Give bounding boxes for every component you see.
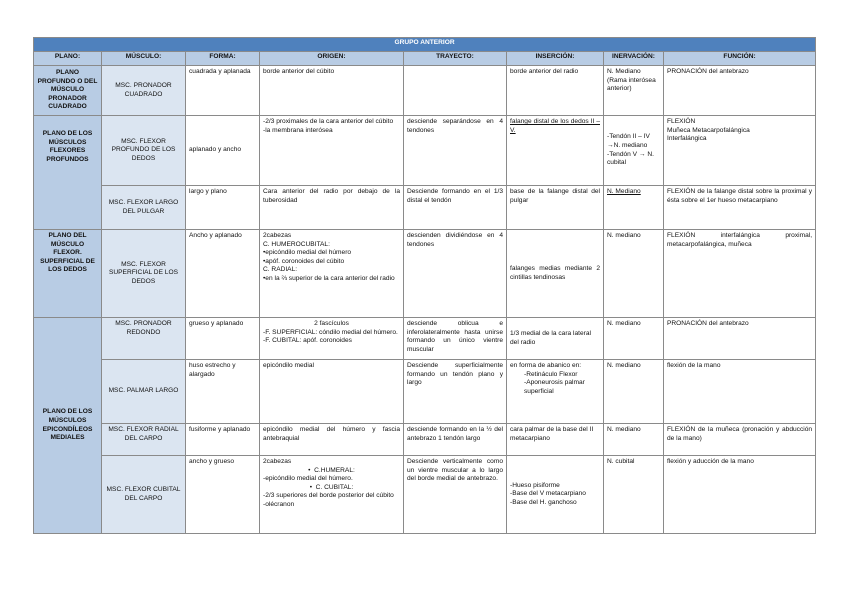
- table-row: [34, 360, 816, 424]
- funcion-cell: FLEXIÓN de la falange distal sobre la proximal y ésta sobre el 1er hueso metacarpiano: [664, 186, 816, 230]
- origen-line: •epicóndilo medial del húmero: [263, 249, 352, 257]
- origen-cell: Cara anterior del radio por debajo de la tuberosidad: [260, 186, 404, 230]
- funcion-cell: PRONACIÓN del antebrazo: [664, 66, 816, 116]
- insercion-cell: cara palmar de la base del II metacarpiano: [507, 424, 604, 456]
- origen-line: -F. SUPERFICIAL: cóndilo medial del húmero.: [263, 328, 398, 336]
- inervacion-cell: N. mediano: [604, 318, 664, 360]
- insercion-cell: borde anterior del radio: [507, 66, 604, 116]
- funcion-cell: FLEXIÓN de la muñeca (pronación y abducción de la mano): [664, 424, 816, 456]
- inervacion-line: -Tendón II – IV →N. mediano: [607, 133, 650, 149]
- plano-cell: PLANO DEL MÚSCULO FLEXOR. SUPERFICIAL DE LOS DEDOS: [34, 230, 102, 318]
- origen-line: C. RADIAL:: [263, 266, 298, 274]
- funcion-cell: flexión y aducción de la mano: [664, 456, 816, 534]
- forma-cell: grueso y aplanado: [186, 318, 260, 360]
- insercion-line: -Base del V metacarpiano: [510, 490, 586, 498]
- plano-cell: PLANO DE LOS MÚSCULOS FLEXORES PROFUNDOS: [34, 116, 102, 230]
- insercion-line: -Base del H. ganchoso: [510, 498, 577, 506]
- plano-cell: PLANO DE LOS MÚSCULOS EPICONDÍLEOS MEDIALES: [34, 318, 102, 534]
- inervacion-cell: N. Mediano: [604, 186, 664, 230]
- musculo-cell: MSC. FLEXOR CUBITAL DEL CARPO: [102, 456, 186, 534]
- insercion-cell: 1/3 medial de la cara lateral del radio: [507, 318, 604, 360]
- insercion-line: -Hueso pisiforme: [510, 481, 560, 489]
- inervacion-cell: N. cubital: [604, 456, 664, 534]
- musculo-cell: MSC. FLEXOR SUPERFICIAL DE LOS DEDOS: [102, 230, 186, 318]
- trayecto-cell: descienden dividiéndose en 4 tendones: [404, 230, 507, 318]
- forma-cell: cuadrada y aplanada: [186, 66, 260, 116]
- forma-cell: ancho y grueso: [186, 456, 260, 534]
- insercion-cell: base de la falange distal del pulgar: [507, 186, 604, 230]
- origen-line: -F. CUBITAL: apóf. coronoides: [263, 337, 352, 345]
- insercion-cell: falange distal de los dedos II – V.: [507, 116, 604, 186]
- musculo-cell: MSC. FLEXOR RADIAL DEL CARPO: [102, 424, 186, 456]
- origen-text: C.HUMERAL:: [314, 466, 355, 474]
- origen-cell: epicóndilo medial: [260, 360, 404, 424]
- table-row: [34, 318, 816, 360]
- musculo-cell: MSC. PRONADOR CUADRADO: [102, 66, 186, 116]
- inervacion-cell: N. mediano: [604, 230, 664, 318]
- trayecto-cell: desciende separándose en 4 tendones: [404, 116, 507, 186]
- origen-line: • C.HUMERAL:: [308, 466, 355, 474]
- origen-line: -olécranon: [263, 500, 295, 508]
- origen-line: -la membrana interósea: [263, 126, 333, 134]
- table-row: [34, 66, 816, 116]
- table-row: [34, 456, 816, 534]
- table-row: [34, 230, 816, 318]
- inervacion-cell: [604, 116, 664, 186]
- origen-cell: [260, 318, 404, 360]
- origen-cell: [260, 116, 404, 186]
- insercion-cell: falanges medias mediante 2 cintillas tendinosas: [507, 230, 604, 318]
- forma-cell: largo y plano: [186, 186, 260, 230]
- forma-cell: aplanado y ancho: [186, 116, 260, 186]
- inervacion-cell: N. mediano: [604, 424, 664, 456]
- origen-line: -2/3 superiores del borde posterior del cúbito: [263, 492, 394, 500]
- origen-line: 2cabezas: [263, 458, 292, 465]
- insercion-cell: [507, 456, 604, 534]
- insercion-line: en forma de abanico en:: [510, 362, 582, 369]
- table-row: [34, 424, 816, 456]
- trayecto-cell: Desciende verticalmente como un vientre muscular a lo largo del borde medial de antebrazo.: [404, 456, 507, 534]
- anatomy-table-container: [33, 37, 815, 534]
- origen-line: • C. CUBITAL:: [309, 483, 354, 491]
- header-trayecto: TRAYECTO:: [404, 52, 507, 66]
- inervacion-line: -Tendón V → N. cubital: [607, 150, 654, 167]
- trayecto-cell: Desciende superficialmente formando un tendón plano y largo: [404, 360, 507, 424]
- origen-line: C. HUMEROCUBITAL:: [263, 240, 330, 248]
- forma-cell: Ancho y aplanado: [186, 230, 260, 318]
- origen-cell: [260, 230, 404, 318]
- funcion-line: Muñeca Metacarpofalángica: [667, 126, 750, 134]
- origen-text: C. CUBITAL:: [315, 483, 354, 491]
- anterior-group-table: [33, 37, 816, 534]
- origen-line: 2cabezas: [263, 232, 292, 239]
- musculo-cell: MSC. FLEXOR PROFUNDO DE LOS DEDOS: [102, 116, 186, 186]
- origen-cell: epicóndilo medial del húmero y fascia antebraquial: [260, 424, 404, 456]
- funcion-cell: [664, 116, 816, 186]
- origen-cell: borde anterior del cúbito: [260, 66, 404, 116]
- header-funcion: FUNCIÓN:: [664, 52, 816, 66]
- musculo-cell: MSC. FLEXOR LARGO DEL PULGAR: [102, 186, 186, 230]
- header-inervacion: INERVACIÓN:: [604, 52, 664, 66]
- origen-line: •en la ⅔ superior de la cara anterior del radio: [263, 274, 395, 282]
- plano-cell: PLANO PROFUNDO O DEL MÚSCULO PRONADOR CUADRADO: [34, 66, 102, 116]
- header-origen: ORIGEN:: [260, 52, 404, 66]
- header-musculo: MÚSCULO:: [102, 52, 186, 66]
- origen-line: 2 fascículos: [314, 320, 349, 327]
- trayecto-cell: [404, 66, 507, 116]
- trayecto-cell: desciende formando en la ½ del antebrazo 1 tendón largo: [404, 424, 507, 456]
- insercion-line: -Retináculo Flexor: [524, 370, 578, 378]
- origen-cell: [260, 456, 404, 534]
- forma-cell: huso estrecho y alargado: [186, 360, 260, 424]
- funcion-cell: flexión de la mano: [664, 360, 816, 424]
- insercion-cell: [507, 360, 604, 424]
- header-row: [34, 52, 816, 66]
- trayecto-cell: desciende oblicua e inferolateralmente hasta unirse formando un único vientre muscular: [404, 318, 507, 360]
- inervacion-cell: N. mediano: [604, 360, 664, 424]
- funcion-cell: FLEXIÓN interfalángica proximal, metacarpofalángica, muñeca: [664, 230, 816, 318]
- origen-line: -epicóndilo medial del húmero.: [263, 475, 353, 483]
- table-row: [34, 186, 816, 230]
- header-forma: FORMA:: [186, 52, 260, 66]
- trayecto-cell: Desciende formando en el 1/3 distal el tendón: [404, 186, 507, 230]
- header-plano: PLANO:: [34, 52, 102, 66]
- table-title: GRUPO ANTERIOR: [34, 38, 816, 52]
- funcion-cell: PRONACIÓN del antebrazo: [664, 318, 816, 360]
- musculo-cell: MSC. PRONADOR REDONDO: [102, 318, 186, 360]
- origen-line: -2/3 proximales de la cara anterior del cúbito: [263, 118, 394, 125]
- funcion-line: FLEXIÓN: [667, 118, 696, 125]
- funcion-line: Interfalángica: [667, 135, 707, 143]
- inervacion-cell: N. Mediano (Rama interósea anterior): [604, 66, 664, 116]
- header-insercion: INSERCIÓN:: [507, 52, 604, 66]
- origen-line: •apóf. coronoides del cúbito: [263, 257, 345, 265]
- forma-cell: fusiforme y aplanado: [186, 424, 260, 456]
- table-row: [34, 116, 816, 186]
- musculo-cell: MSC. PALMAR LARGO: [102, 360, 186, 424]
- insercion-line: -Aponeurosis palmar superficial: [524, 379, 585, 395]
